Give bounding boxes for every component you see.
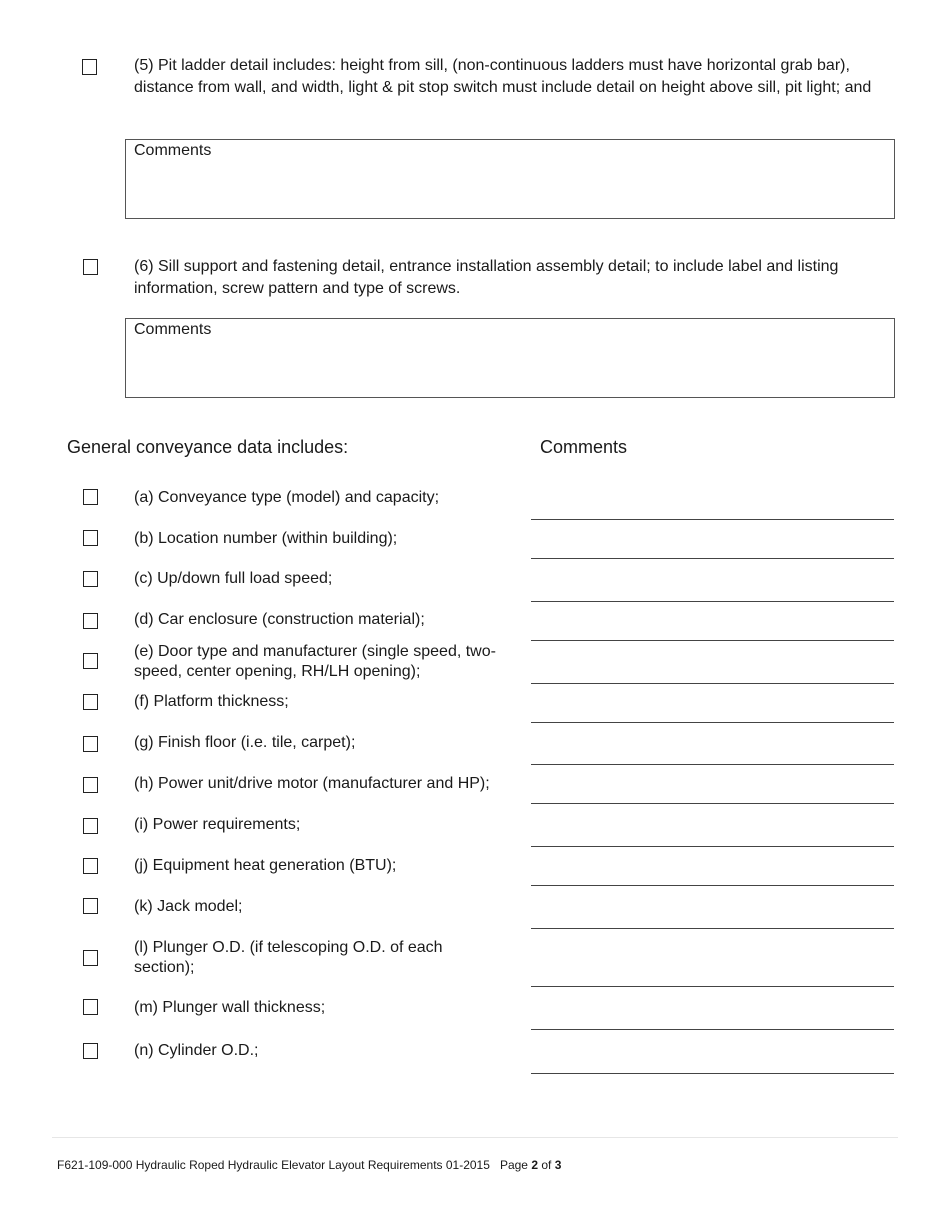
- general-item-text: (d) Car enclosure (construction material);: [134, 611, 425, 628]
- footer: [57, 1157, 561, 1173]
- general-item-checkbox[interactable]: [83, 653, 98, 669]
- general-item-comment-line[interactable]: [531, 683, 894, 684]
- general-item-text: (m) Plunger wall thickness;: [134, 999, 326, 1016]
- footer-page-number: 2: [531, 1158, 538, 1172]
- item-6-comments-label: Comments: [134, 321, 212, 338]
- general-item-checkbox[interactable]: [83, 613, 98, 629]
- item-6-text: (6) Sill support and fastening detail, entrance installation assembly detail; to include label and listing information, screw pattern and type of screws.: [134, 258, 839, 297]
- general-item-comment-line[interactable]: [531, 722, 894, 723]
- general-item-text: (h) Power unit/drive motor (manufacturer and HP);: [134, 775, 490, 792]
- general-item-checkbox[interactable]: [83, 898, 98, 914]
- general-item-text: (g) Finish floor (i.e. tile, carpet);: [134, 734, 356, 751]
- footer-of-word: of: [541, 1158, 552, 1172]
- general-item-comment-line[interactable]: [531, 986, 894, 987]
- item-5-comments-label: Comments: [134, 142, 212, 159]
- general-item-comment-line[interactable]: [531, 928, 894, 929]
- general-item-checkbox[interactable]: [83, 858, 98, 874]
- general-item-checkbox[interactable]: [83, 777, 98, 793]
- general-item-comment-line[interactable]: [531, 846, 894, 847]
- general-item-checkbox[interactable]: [83, 489, 98, 505]
- general-item-checkbox[interactable]: [83, 736, 98, 752]
- general-item-checkbox[interactable]: [83, 818, 98, 834]
- general-item-comment-line[interactable]: [531, 640, 894, 641]
- general-item-text: (l) Plunger O.D. (if telescoping O.D. of each section);: [134, 939, 443, 976]
- general-heading: General conveyance data includes:: [67, 437, 349, 457]
- item-5-comments-box[interactable]: [125, 139, 895, 219]
- general-item-checkbox[interactable]: [83, 571, 98, 587]
- item-5-checkbox[interactable]: [82, 59, 97, 75]
- general-item-text: (f) Platform thickness;: [134, 693, 289, 710]
- general-item-comment-line[interactable]: [531, 558, 894, 559]
- item-6-comments-box[interactable]: [125, 318, 895, 398]
- general-item-text: (a) Conveyance type (model) and capacity;: [134, 489, 440, 506]
- footer-page-word: Page: [499, 1158, 528, 1172]
- general-item-comment-line[interactable]: [531, 764, 894, 765]
- general-item-checkbox[interactable]: [83, 530, 98, 546]
- general-item-text: (c) Up/down full load speed;: [134, 570, 333, 587]
- footer-page-total: 3: [554, 1158, 562, 1172]
- general-item-checkbox[interactable]: [83, 1043, 98, 1059]
- general-item-checkbox[interactable]: [83, 694, 98, 710]
- general-item-text: (i) Power requirements;: [134, 816, 301, 833]
- general-item-text: (e) Door type and manufacturer (single speed, two-speed, center opening, RH/LH opening);: [134, 643, 496, 680]
- general-item-comment-line[interactable]: [531, 1073, 894, 1074]
- general-item-text: (j) Equipment heat generation (BTU);: [134, 857, 397, 874]
- general-item-text: (b) Location number (within building);: [134, 530, 398, 547]
- footer-divider: [52, 1137, 898, 1138]
- general-item-text: (n) Cylinder O.D.;: [134, 1042, 259, 1059]
- item-5-text: (5) Pit ladder detail includes: height from sill, (non-continuous ladders must have horizontal grab bar), distance from wall, and width, light & pit stop switch must include detail on height above sill, pit light; and: [134, 57, 872, 96]
- general-item-checkbox[interactable]: [83, 950, 98, 966]
- general-item-comment-line[interactable]: [531, 601, 894, 602]
- general-item-comment-line[interactable]: [531, 803, 894, 804]
- general-item-comment-line[interactable]: [531, 885, 894, 886]
- general-comments-heading: Comments: [540, 437, 628, 457]
- footer-doc-title: F621-109-000 Hydraulic Roped Hydraulic Elevator Layout Requirements 01-2015: [57, 1158, 490, 1172]
- general-item-text: (k) Jack model;: [134, 898, 243, 915]
- general-item-checkbox[interactable]: [83, 999, 98, 1015]
- general-item-comment-line[interactable]: [531, 1029, 894, 1030]
- item-6-checkbox[interactable]: [83, 259, 98, 275]
- general-item-comment-line[interactable]: [531, 519, 894, 520]
